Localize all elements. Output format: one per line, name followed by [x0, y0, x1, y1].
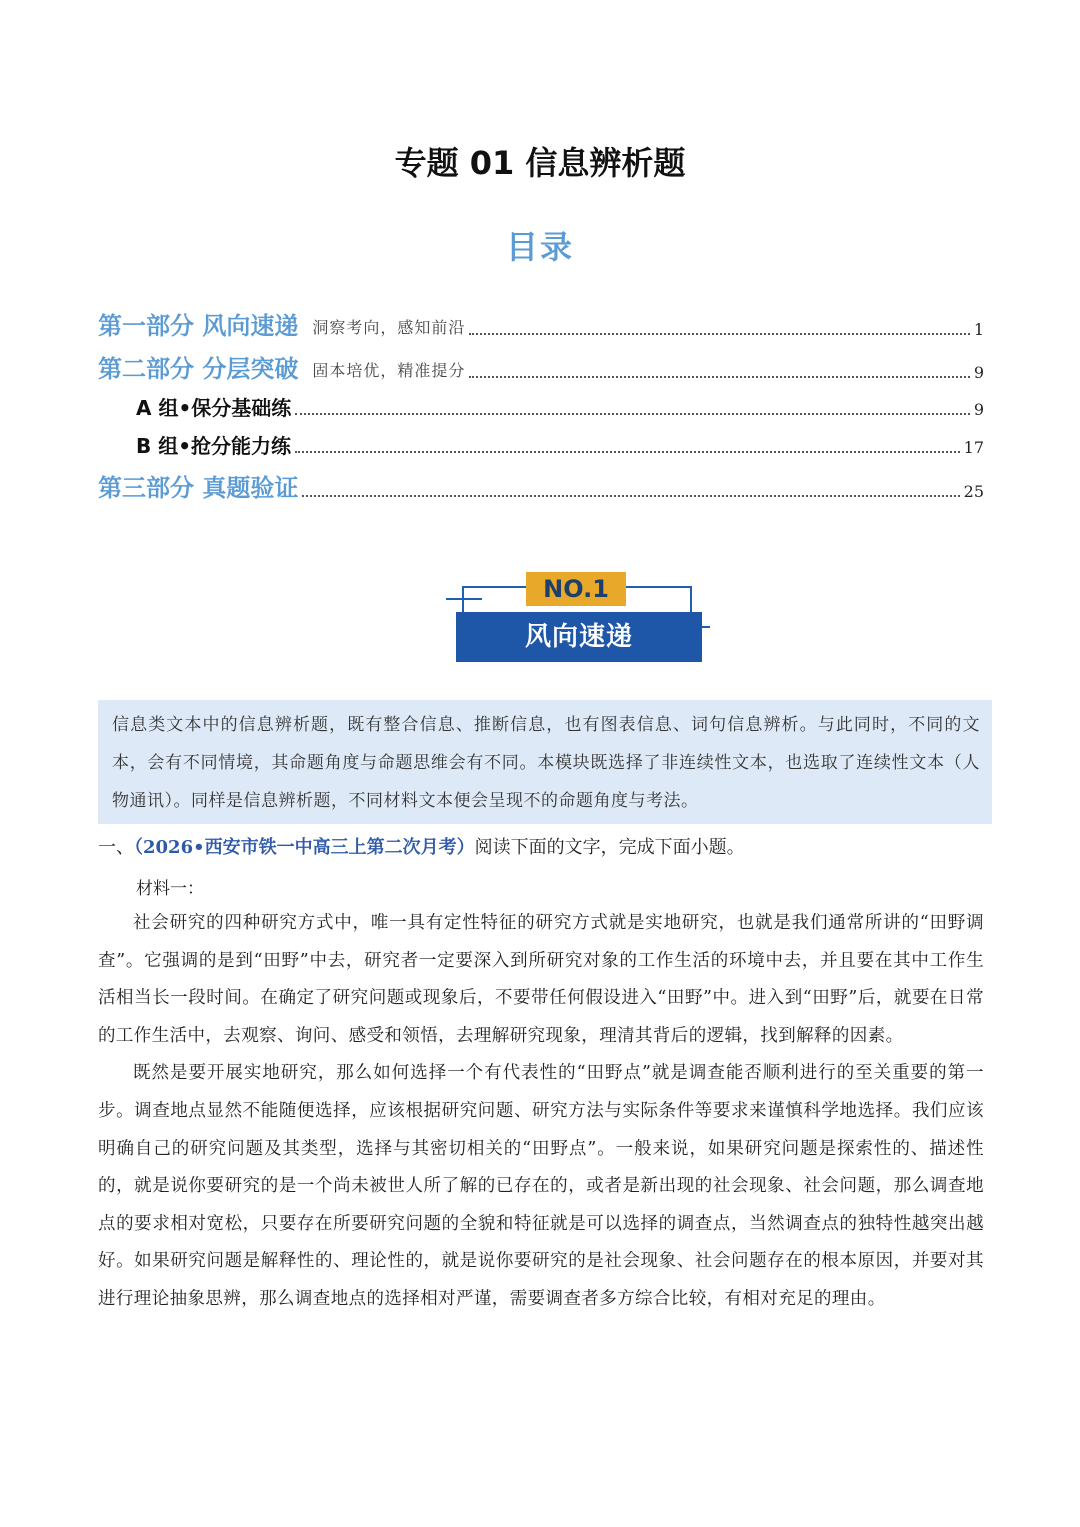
toc-entry-part-2[interactable]: [98, 349, 984, 384]
toc-leader-dots: [469, 376, 969, 378]
toc-entry-group-a[interactable]: [98, 392, 984, 421]
toc-entry-desc: 固本培优，精准提分: [312, 361, 466, 380]
question-header: [98, 834, 984, 862]
toc-leader-dots: [469, 333, 969, 335]
toc-leader-dots: [295, 451, 960, 453]
toc-entry-group-b[interactable]: [98, 430, 984, 459]
toc-page-number: 25: [963, 482, 984, 501]
banner-number-tag: NO.1: [526, 572, 626, 606]
toc-page-number: 9: [973, 400, 984, 419]
passage: [98, 905, 984, 1319]
question-source: （2026•西安市铁一中高三上第二次月考）: [134, 837, 475, 858]
toc-entry-label: 第二部分 分层突破: [98, 355, 299, 383]
toc-page-number: 17: [963, 438, 984, 457]
toc-entry-label: A 组•保分基础练: [136, 396, 292, 420]
toc-heading: 目录: [505, 228, 574, 266]
material-label: 材料一：: [136, 879, 204, 899]
document-title: 专题 01 信息辨析题: [394, 144, 686, 182]
intro-box: 信息类文本中的信息辨析题，既有整合信息、推断信息，也有图表信息、词句信息辨析。与此同时，不同的文本，会有不同情境，其命题角度与命题思维会有不同。本模块既选择了非连续性文本，也选取了连续性文本（人物通讯）。同样是信息辨析题，不同材料文本便会呈现不的命题角度与考法。: [98, 700, 992, 824]
toc-entry-desc: 洞察考向，感知前沿: [312, 318, 466, 337]
banner-line-left: [446, 598, 482, 600]
toc-leader-dots: [295, 413, 970, 415]
passage-paragraph: 既然是要开展实地研究，那么如何选择一个有代表性的“田野点”就是调查能否顺利进行的至关重要的第一步。调查地点显然不能随便选择，应该根据研究问题、研究方法与实际条件等要求来谨慎科学地选择。我们应该明确自己的研究问题及其类型，选择与其密切相关的“田野点”。一般来说，如果研究问题是探索性的、描述性的，就是说你要研究的是一个尚未被世人所了解的已存在的，或者是新出现的社会现象、社会问题，那么调查地点的要求相对宽松，只要存在所要研究问题的全貌和特征就是可以选择的调查点，当然调查点的独特性越突出越好。如果研究问题是解释性的、理论性的，就是说你要研究的是社会现象、社会问题存在的根本原因，并要对其进行理论抽象思辨，那么调查地点的选择相对严谨，需要调查者多方综合比较，有相对充足的理由。: [98, 1063, 984, 1309]
toc-leader-dots: [302, 495, 959, 497]
section-banner: [442, 570, 714, 666]
question-number: 一、: [98, 837, 134, 858]
toc-entry-label: 第一部分 风向速递: [98, 312, 299, 340]
question-instruction: 阅读下面的文字，完成下面小题。: [474, 837, 745, 858]
toc-page-number: 9: [973, 363, 984, 382]
toc-entry-part-1[interactable]: [98, 306, 984, 341]
toc-entry-label: B 组•抢分能力练: [136, 434, 291, 458]
toc-page-number: 1: [973, 320, 984, 339]
banner-title: 风向速递: [456, 612, 702, 662]
passage-paragraph: 社会研究的四种研究方式中，唯一具有定性特征的研究方式就是实地研究，也就是我们通常所讲的“田野调查”。它强调的是到“田野”中去，研究者一定要深入到所研究对象的工作生活的环境中去，并且要在其中工作生活相当长一段时间。在确定了研究问题或现象后，不要带任何假设进入“田野”中。进入到“田野”后，就要在日常的工作生活中，去观察、询问、感受和领悟，去理解研究现象，理清其背后的逻辑，找到解释的因素。: [98, 913, 984, 1046]
toc-entry-label: 第三部分 真题验证: [98, 474, 299, 502]
toc-entry-part-3[interactable]: [98, 468, 984, 503]
